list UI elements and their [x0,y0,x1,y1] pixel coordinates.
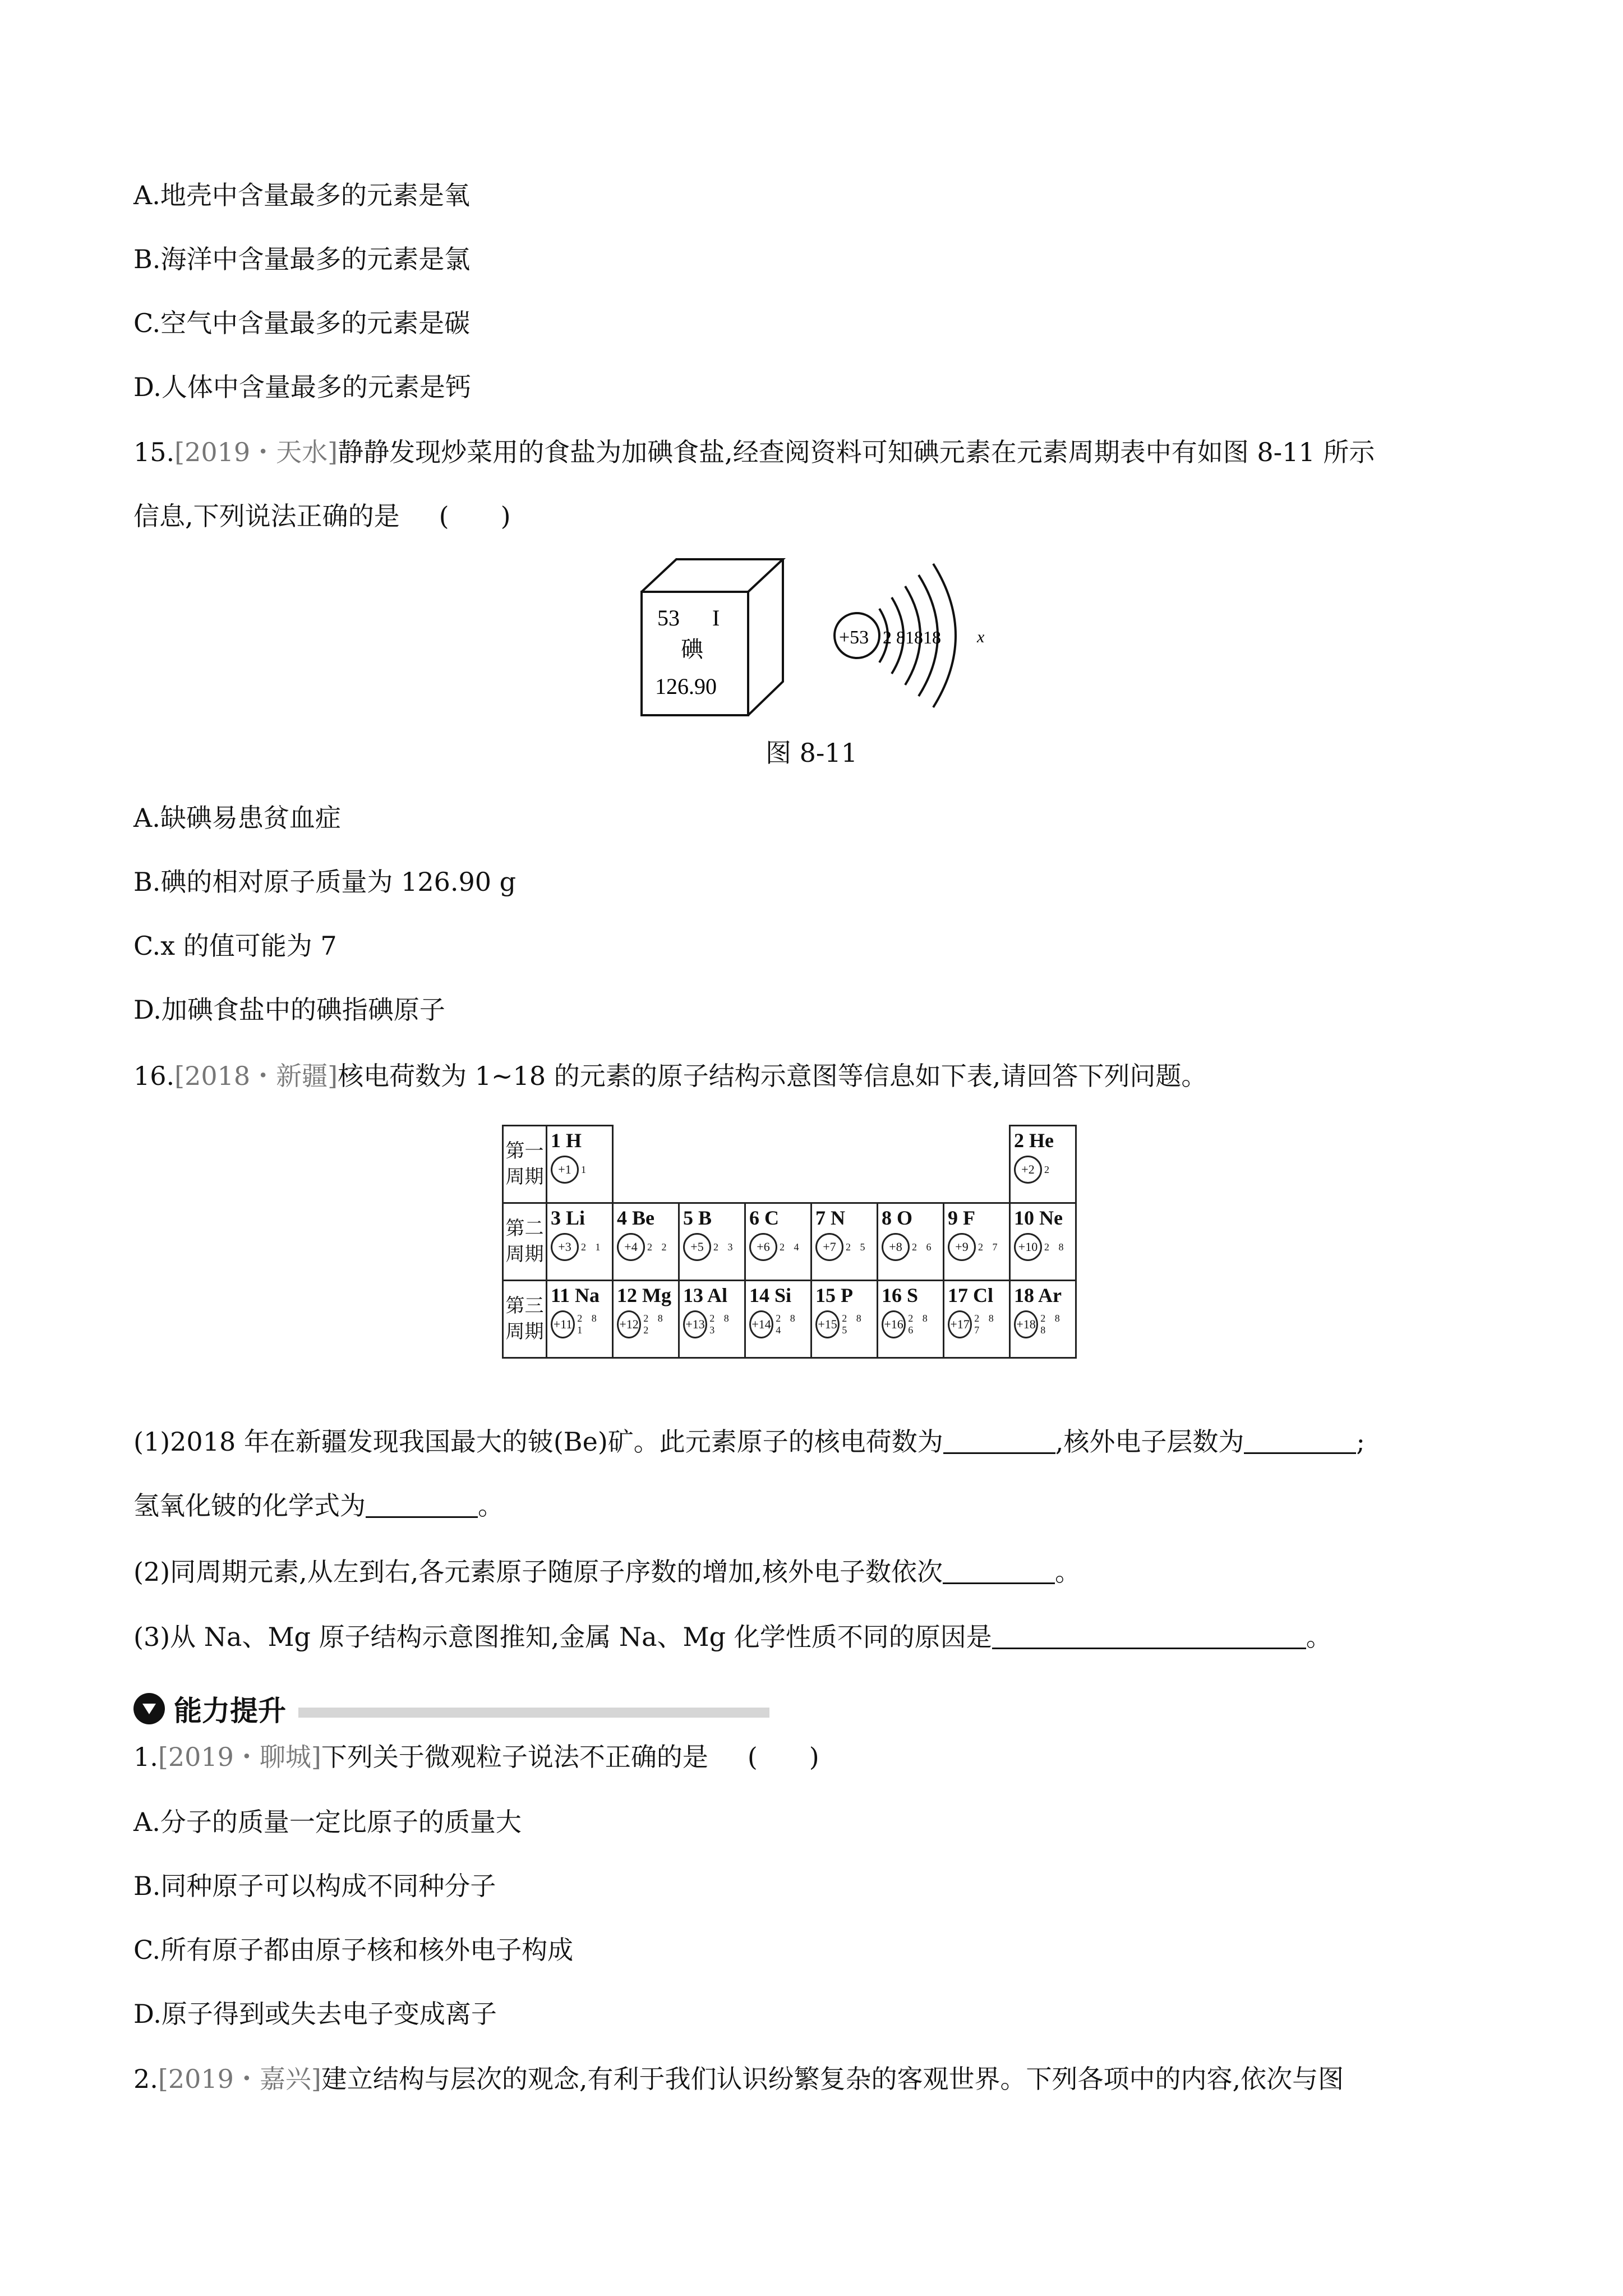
q16-sub1-line2: 氢氧化铍的化学式为 。 [133,1490,504,1521]
p1-stem: 1.[2019・聊城]下列关于微观粒子说法不正确的是 ( ) [133,1740,819,1774]
nucleus-circle: +4 [617,1233,645,1261]
element-symbol: 11 Na [551,1284,600,1306]
answer-blank-trend[interactable] [943,1560,1055,1584]
q16-sub2: (2)同周期元素,从左到右,各元素原子随原子序数的增加,核外电子数依次 。 [133,1557,1081,1587]
element-cell-al [679,1281,745,1358]
cube-name: 碘 [681,637,703,662]
shell-counts: 2 8 5 [842,1313,865,1336]
element-cell-p [811,1281,878,1358]
element-symbol: 4 Be [617,1207,654,1229]
element-cell-cl [944,1281,1010,1358]
element-symbol: 7 N [815,1207,845,1229]
element-cell-h [547,1126,613,1203]
nucleus-circle: +13 [683,1310,707,1338]
p1-option-a: A.分子的质量一定比原子的质量大 [133,1807,522,1837]
shell-counts: 2 8 7 [974,1313,997,1336]
nucleus-charge: +53 [839,627,869,648]
shell-counts: 2 8 [1044,1241,1067,1253]
q16-stem [133,1059,1207,1093]
shell-counts: 2 8 3 [709,1313,732,1336]
answer-blank-charge[interactable] [943,1430,1055,1454]
answer-blank-formula[interactable] [366,1494,478,1518]
p2-stem: 2.[2019・嘉兴]建立结构与层次的观念,有利于我们认识纷繁复杂的客观世界。下列各项中的内容,依次与图 [133,2064,1344,2094]
element-cell-li [547,1203,613,1281]
p1-option-d: D.原子得到或失去电子变成离子 [133,1999,497,2029]
q15-option-a: A.缺碘易患贫血症 [133,803,341,833]
shell-counts: 1 [581,1163,589,1175]
section-header [133,1688,769,1729]
element-symbol: 18 Ar [1014,1284,1062,1306]
shell-unknown-x: x [977,628,985,646]
q15-source: [2019・天水] [174,437,338,467]
cube-mass: 126.90 [655,674,717,699]
q16-number: 16. [133,1061,175,1091]
element-symbol: 12 Mg [617,1284,671,1306]
nucleus-circle: +17 [948,1310,972,1338]
element-cell-he [1010,1126,1076,1203]
q15-option-b: B.碘的相对原子质量为 126.90 g [133,867,517,897]
element-cell-si [745,1281,811,1358]
element-cell-ar [1010,1281,1076,1358]
nucleus-circle: +10 [1014,1233,1042,1261]
p1-option-b: B.同种原子可以构成不同种分子 [133,1871,496,1901]
q14-option-a: A.地壳中含量最多的元素是氧 [133,180,470,210]
shell-counts: 2 6 [912,1241,935,1253]
shell-counts: 2 5 [846,1241,869,1253]
p2-source: [2019・嘉兴] [158,2064,321,2094]
period-label-2: 第二 周期 [503,1203,547,1281]
element-cell-o [878,1203,944,1281]
q15-answer-paren: ( ) [439,501,511,531]
shell-counts: 2 8 2 [643,1313,666,1336]
empty-gap [613,1126,1010,1203]
cube-symbol: I [712,605,720,631]
nucleus-circle: +16 [882,1310,906,1338]
element-cell-b [679,1203,745,1281]
p1-option-c: C.所有原子都由原子核和核外电子构成 [133,1935,574,1965]
period-1-row [503,1126,1076,1203]
nucleus-circle: +11 [551,1310,575,1338]
q15-text2: 信息,下列说法正确的是 [133,501,400,531]
iodine-figure [634,547,1015,732]
section-title: 能力提升 [174,1695,286,1727]
element-symbol: 9 F [948,1207,975,1229]
period-2-row [503,1203,1076,1281]
section-divider [298,1708,769,1718]
nucleus-circle: +9 [948,1233,976,1261]
q15-stem-line2 [133,499,511,533]
element-symbol: 5 B [683,1207,712,1229]
element-symbol: 8 O [882,1207,913,1229]
q15-number: 15. [133,437,175,467]
element-cell-s [878,1281,944,1358]
q15-option-d: D.加碘食盐中的碘指碘原子 [133,995,445,1025]
element-symbol: 13 Al [683,1284,728,1306]
q14-option-d: D.人体中含量最多的元素是钙 [133,372,471,402]
period-3-row [503,1281,1076,1358]
shell-counts: 2 8 4 [776,1313,799,1336]
element-cell-mg [613,1281,679,1358]
q14-option-c: C.空气中含量最多的元素是碳 [133,308,471,338]
period-label-1: 第一 周期 [503,1126,547,1203]
element-cell-be [613,1203,679,1281]
p1-source: [2019・聊城] [158,1742,321,1772]
element-symbol: 1 H [551,1129,582,1152]
nucleus-circle: +18 [1014,1310,1038,1338]
q16-sub3: (3)从 Na、Mg 原子结构示意图推知,金属 Na、Mg 化学性质不同的原因是 。 [133,1622,1332,1652]
element-symbol: 10 Ne [1014,1207,1063,1229]
shell-counts: 2 4 [780,1241,803,1253]
q15-text1: 静静发现炒菜用的食盐为加碘食盐,经查阅资料可知碘元素在元素周期表中有如图 8-11 所示 [338,437,1375,467]
nucleus-circle: +6 [749,1233,777,1261]
element-cell-c [745,1203,811,1281]
element-symbol: 3 Li [551,1207,585,1229]
shell-counts: 2 8 6 [908,1313,931,1336]
shell-electron-counts: 2 81818 [883,627,941,647]
element-cell-f [944,1203,1010,1281]
nucleus-circle: +7 [815,1233,843,1261]
nucleus-circle: +3 [551,1233,579,1261]
element-cell-ne [1010,1203,1076,1281]
answer-blank-shells[interactable] [1244,1430,1356,1454]
q15-option-c: C.x 的值可能为 7 [133,931,337,961]
element-symbol: 16 S [882,1284,919,1306]
element-symbol: 14 Si [749,1284,792,1306]
element-symbol: 17 Cl [948,1284,993,1306]
element-cell-n [811,1203,878,1281]
cube-atomic-number: 53 [657,605,680,631]
answer-blank-reason[interactable] [992,1625,1306,1649]
nucleus-circle: +2 [1014,1156,1042,1184]
shell-counts: 2 2 [647,1241,670,1253]
shell-counts: 2 1 [581,1241,604,1253]
element-symbol: 2 He [1014,1129,1054,1152]
shell-counts: 2 8 8 [1040,1313,1063,1336]
period-label-3: 第三 周期 [503,1281,547,1358]
element-cell-na [547,1281,613,1358]
nucleus-circle: +15 [815,1310,840,1338]
nucleus-circle: +14 [749,1310,773,1338]
element-symbol: 6 C [749,1207,779,1229]
periodic-table [502,1125,1077,1359]
q16-sub1-line1: (1)2018 年在新疆发现我国最大的铍(Be)矿。此元素原子的核电荷数为 ,核外电子层数为 ; [133,1427,1365,1457]
shell-counts: 2 8 1 [577,1313,600,1336]
shell-counts: 2 7 [978,1241,1001,1253]
q15-stem-line1 [133,435,1375,469]
p1-answer-paren: ( ) [747,1742,819,1772]
q16-text: 核电荷数为 1~18 的元素的原子结构示意图等信息如下表,请回答下列问题。 [338,1061,1207,1091]
q14-option-b: B.海洋中含量最多的元素是氯 [133,244,471,274]
q16-source: [2018・新疆] [174,1061,338,1091]
nucleus-circle: +12 [617,1310,641,1338]
nucleus-circle: +8 [882,1233,910,1261]
shell-counts: 2 3 [713,1241,736,1253]
triangle-down-icon [133,1693,165,1724]
nucleus-circle: +1 [551,1156,579,1184]
shell-counts: 2 [1044,1163,1053,1175]
nucleus-circle: +5 [683,1233,711,1261]
element-symbol: 15 P [815,1284,853,1306]
figure-caption: 图 8-11 [766,738,857,768]
